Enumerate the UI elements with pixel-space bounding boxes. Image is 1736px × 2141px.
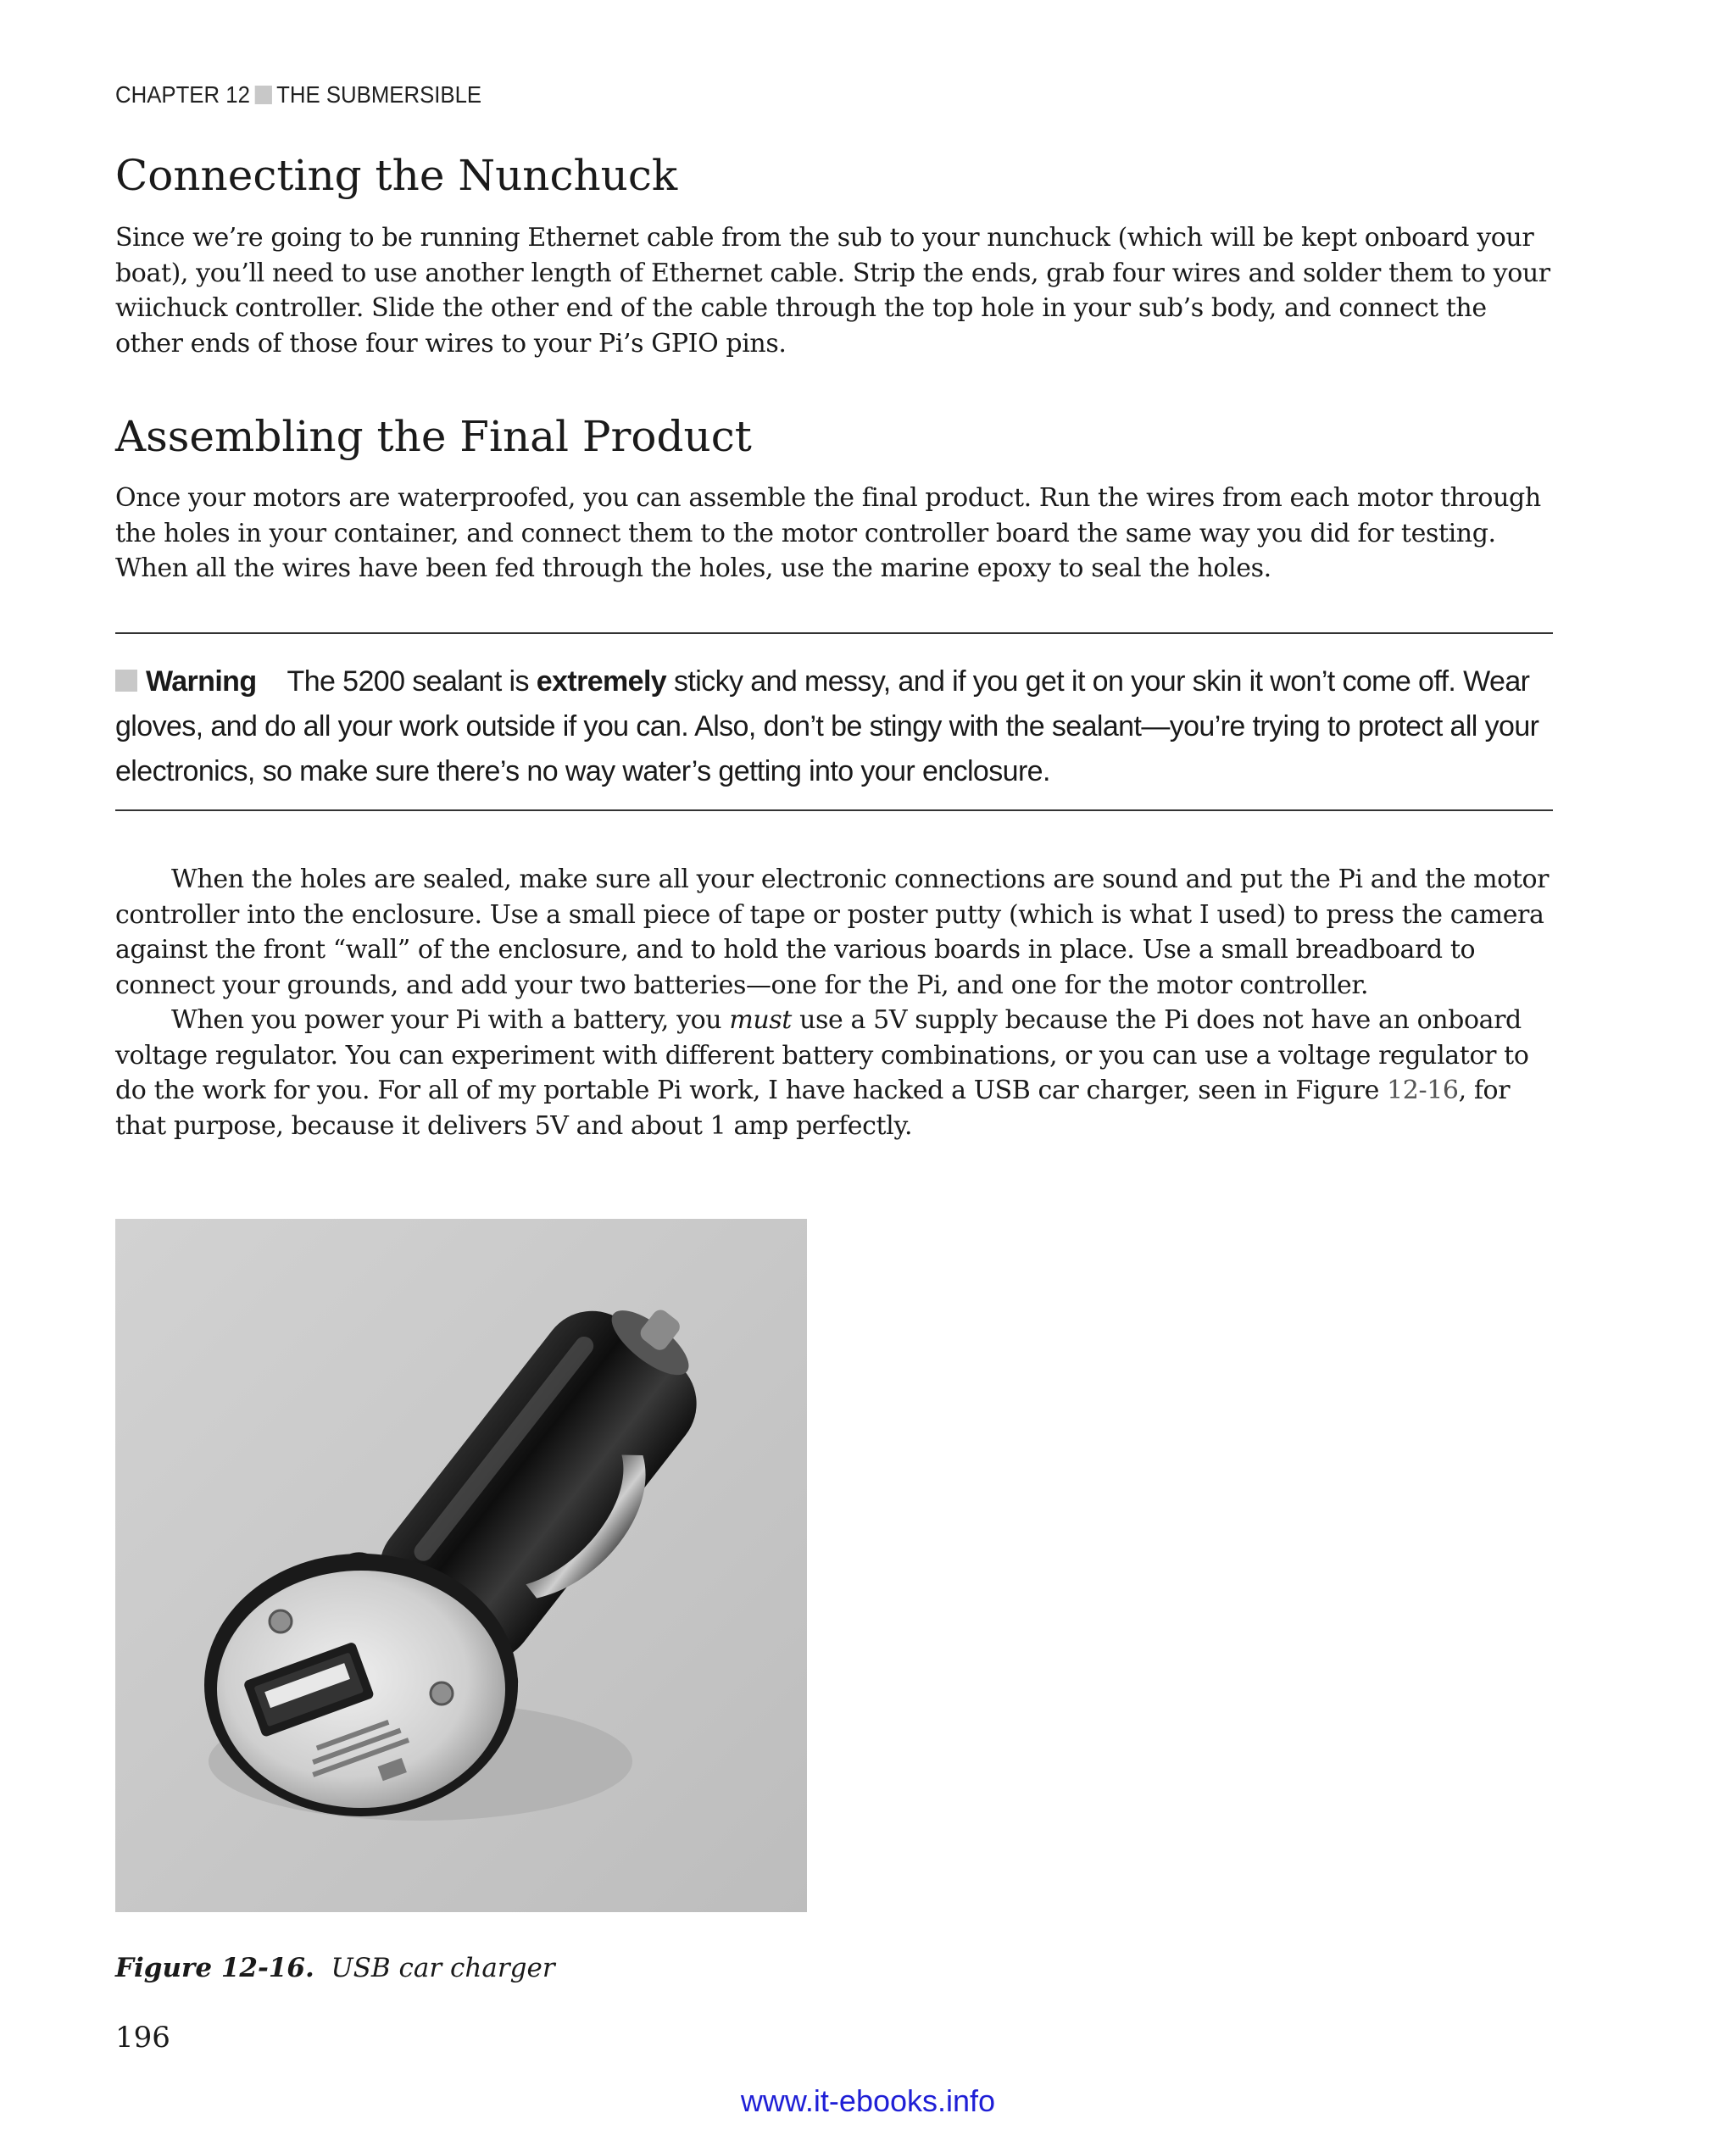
running-head (115, 81, 481, 108)
figure-label: Figure 12-16. (115, 1953, 314, 1983)
warning-note (115, 659, 1556, 794)
usb-car-charger-photo (115, 1219, 807, 1912)
paragraph-power-before: When you power your Pi with a battery, you (171, 1005, 730, 1035)
section-heading-connecting: Connecting the Nunchuck (115, 151, 678, 200)
section-body-connecting: Since we’re going to be running Ethernet cable from the sub to your nunchuck (which will be kept onboard your boat), you’ll need to use another length of Ethernet cable. Strip the ends, grab four wires and solder them to your wiichuck controller. Slide the other end of the cable through the top hole in your sub’s body, and connect the other ends of those four wires to your Pi’s GPIO pins. (115, 223, 1550, 359)
section-heading-assembling: Assembling the Final Product (115, 412, 752, 461)
paragraph-power-after: , for that purpose, because it delivers 5V and about 1 amp perfectly. (115, 1076, 1511, 1141)
warning-label: Warning (146, 665, 257, 698)
separator-square-icon (254, 86, 271, 104)
warning-top-rule (115, 632, 1553, 634)
paragraph-power-emphasis: must (729, 1005, 792, 1035)
paragraph-power-middle: use a 5V supply because the Pi does not have an onboard voltage regulator. You can experiment with different battery combinations, or you can use a voltage regulator to do the work for you. For all of my portable Pi work, I have hacked a USB car charger, seen in Figure (115, 1005, 1529, 1105)
warning-bottom-rule (115, 809, 1553, 811)
chapter-label: CHAPTER 12 (115, 81, 250, 108)
figure-photo-usb-car-charger (115, 1219, 807, 1912)
warning-text-after: sticky and messy, and if you get it on your skin it won’t come off. Wear gloves, and do all your work outside if you can. Also, don’t be stingy with the sealant—you’re trying to protect all your electronics, so make sure there’s no way water’s getting into your enclosure. (115, 665, 1539, 787)
figure-caption (115, 1953, 555, 1983)
warning-emphasis: extremely (536, 665, 667, 698)
figure-reference-link[interactable]: 12-16 (1387, 1076, 1459, 1105)
chapter-title: THE SUBMERSIBLE (276, 81, 482, 108)
paragraph-power (115, 1003, 1556, 1143)
warning-text-before: The 5200 sealant is (287, 665, 537, 698)
section-body-assembling: Once your motors are waterproofed, you can assemble the final product. Run the wires from each motor through the holes in your container, and connect them to the motor controller board the same way you did for testing. When all the wires have been fed through the holes, use the marine epoxy to seal the holes. (115, 483, 1541, 583)
warning-square-icon (115, 670, 137, 692)
paragraph-sealed: When the holes are sealed, make sure all your electronic connections are sound and put the Pi and the motor controller into the enclosure. Use a small piece of tape or poster putty (which is what I used) to press the camera against the front “wall” of the enclosure, and to hold the various boards in place. Use a small breadboard to connect your grounds, and add your two batteries—one for the Pi, and one for the motor controller. (115, 865, 1550, 1000)
page-number: 196 (115, 2021, 170, 2055)
footer-website-link[interactable]: www.it-ebooks.info (740, 2083, 996, 2118)
figure-caption-text: USB car charger (331, 1953, 555, 1983)
